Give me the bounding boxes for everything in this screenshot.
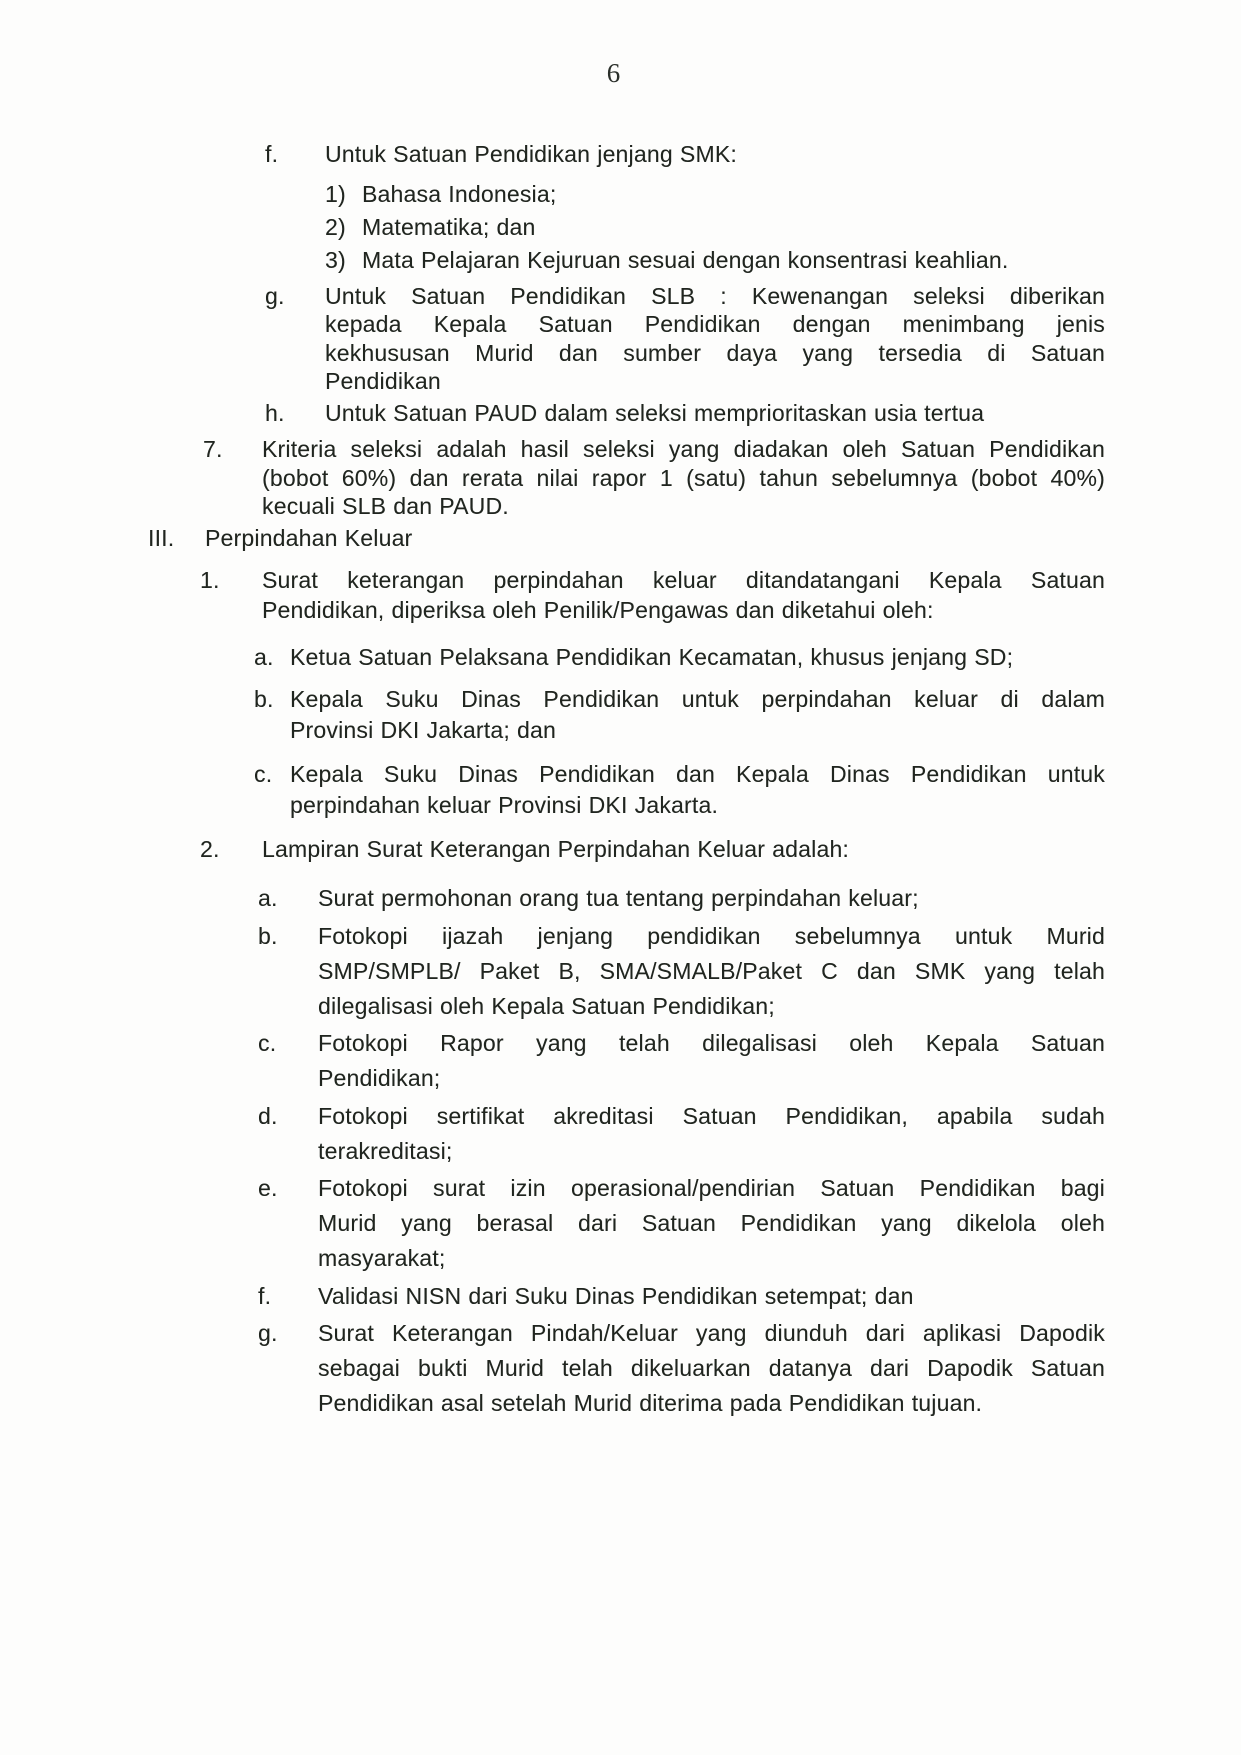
text-line: Untuk Satuan PAUD dalam seleksi memprioritaskan usia tertua <box>325 399 985 426</box>
list-item-marker: b. <box>254 685 274 712</box>
text-line: Perpindahan Keluar <box>205 524 413 551</box>
text-line: Matematika; dan <box>362 213 536 240</box>
list-item-text <box>325 282 1105 396</box>
text-line: Pendidikan; <box>318 1064 441 1091</box>
text-line: Untuk Satuan Pendidikan jenjang SMK: <box>325 141 737 167</box>
list-item <box>258 919 1241 1024</box>
list-item-text <box>290 642 1105 673</box>
list-item <box>203 435 1241 521</box>
list-item-marker: a. <box>258 884 278 911</box>
list-item <box>200 565 1241 625</box>
text-line: Pendidikan asal setelah Murid diterima pada Pendidikan tujuan. <box>318 1389 983 1416</box>
list-item-text <box>290 759 1105 821</box>
page-number: 6 <box>606 58 621 88</box>
text-line: kecuali SLB dan PAUD. <box>262 493 509 519</box>
list-item-text <box>318 919 1105 1024</box>
list-item <box>258 1279 1241 1314</box>
text-line: Provinsi DKI Jakarta; dan <box>290 716 557 743</box>
list-item <box>265 282 1241 396</box>
list-item-marker: 2. <box>200 835 220 862</box>
list-item-marker: b. <box>258 922 278 949</box>
list-item-marker: 2) <box>325 213 346 240</box>
list-item-marker: 1. <box>200 566 220 593</box>
text-line: Fotokopi surat izin operasional/pendirian Satuan Pendidikan bagi <box>318 1174 1105 1201</box>
list-item-marker: f. <box>265 141 279 167</box>
list-item-text <box>262 565 1105 625</box>
text-line: Validasi NISN dari Suku Dinas Pendidikan setempat; dan <box>318 1282 914 1309</box>
list-item-text <box>318 1026 1105 1096</box>
list-item-text <box>262 834 1105 864</box>
list-item <box>258 1171 1241 1276</box>
text-line: dilegalisasi oleh Kepala Satuan Pendidikan; <box>318 992 775 1019</box>
list-item-text <box>318 881 1105 916</box>
list-item-marker: a. <box>254 643 274 670</box>
list-item-text <box>318 1279 1105 1314</box>
text-line: Ketua Satuan Pelaksana Pendidikan Kecamatan, khusus jenjang SD; <box>290 643 1014 670</box>
text-line: Surat Keterangan Pindah/Keluar yang diunduh dari aplikasi Dapodik <box>318 1319 1105 1346</box>
text-line: Lampiran Surat Keterangan Perpindahan Keluar adalah: <box>262 835 850 862</box>
list-item-text <box>318 1316 1105 1421</box>
text-line: Surat permohonan orang tua tentang perpindahan keluar; <box>318 884 919 911</box>
list-item-text <box>325 140 1105 169</box>
list-item <box>258 1099 1241 1169</box>
text-line: Pendidikan, diperiksa oleh Penilik/Pengawas dan diketahui oleh: <box>262 596 934 623</box>
list-item <box>325 179 1241 209</box>
list-item-marker: f. <box>258 1282 272 1309</box>
text-line: SMP/SMPLB/ Paket B, SMA/SMALB/Paket C dan SMK yang telah <box>318 957 1105 984</box>
text-line: Murid yang berasal dari Satuan Pendidikan yang dikelola oleh <box>318 1209 1105 1236</box>
text-line: Mata Pelajaran Kejuruan sesuai dengan konsentrasi keahlian. <box>362 246 1009 273</box>
text-line: kekhususan Murid dan sumber daya yang tersedia di Satuan <box>325 339 1105 366</box>
list-item <box>254 642 1241 673</box>
text-line: terakreditasi; <box>318 1137 453 1164</box>
list-item <box>148 523 1241 553</box>
text-line: perpindahan keluar Provinsi DKI Jakarta. <box>290 791 719 818</box>
list-item-marker: 3) <box>325 246 346 273</box>
list-item-marker: d. <box>258 1102 278 1129</box>
list-item-text <box>318 1171 1105 1276</box>
text-line: Untuk Satuan Pendidikan SLB : Kewenangan seleksi diberikan <box>325 282 1105 309</box>
list-item <box>258 1026 1241 1096</box>
document-body <box>0 140 1241 1421</box>
list-item <box>265 140 1241 169</box>
list-item <box>265 399 1241 428</box>
list-item <box>258 881 1241 916</box>
list-item-marker: g. <box>265 282 285 309</box>
list-item <box>254 684 1241 746</box>
text-line: Fotokopi ijazah jenjang pendidikan sebelumnya untuk Murid <box>318 922 1105 949</box>
list-item-text <box>362 245 1105 275</box>
text-line: Kriteria seleksi adalah hasil seleksi yang diadakan oleh Satuan Pendidikan <box>262 436 1105 462</box>
list-item-marker: c. <box>258 1029 277 1056</box>
list-item <box>325 212 1241 242</box>
list-item-marker: III. <box>148 524 175 551</box>
text-line: masyarakat; <box>318 1244 446 1271</box>
list-item-text <box>262 435 1105 521</box>
list-item-marker: h. <box>265 399 285 426</box>
text-line: Kepala Suku Dinas Pendidikan untuk perpindahan keluar di dalam <box>290 685 1105 712</box>
list-item-text <box>205 523 1105 553</box>
text-line: kepada Kepala Satuan Pendidikan dengan menimbang jenis <box>325 311 1105 337</box>
list-item-marker: 7. <box>203 436 223 462</box>
list-item-marker: g. <box>258 1319 278 1346</box>
list-item-text <box>290 684 1105 746</box>
list-item-text <box>318 1099 1105 1169</box>
text-line: Fotokopi Rapor yang telah dilegalisasi oleh Kepala Satuan <box>318 1029 1105 1056</box>
list-item <box>200 834 1241 864</box>
text-line: (bobot 60%) dan rerata nilai rapor 1 (satu) tahun sebelumnya (bobot 40%) <box>262 464 1105 491</box>
list-item-text <box>325 399 1105 428</box>
list-item <box>325 245 1241 275</box>
list-item-text <box>362 212 1105 242</box>
text-line: Pendidikan <box>325 368 441 394</box>
text-line: Fotokopi sertifikat akreditasi Satuan Pendidikan, apabila sudah <box>318 1102 1105 1129</box>
list-item-marker: c. <box>254 760 273 787</box>
list-item-text <box>362 179 1105 209</box>
text-line: Surat keterangan perpindahan keluar ditandatangani Kepala Satuan <box>262 566 1105 593</box>
list-item <box>254 759 1241 821</box>
list-item-marker: 1) <box>325 180 346 207</box>
list-item-marker: e. <box>258 1174 278 1201</box>
list-item <box>258 1316 1241 1421</box>
text-line: Kepala Suku Dinas Pendidikan dan Kepala Dinas Pendidikan untuk <box>290 760 1105 787</box>
text-line: Bahasa Indonesia; <box>362 180 557 207</box>
text-line: sebagai bukti Murid telah dikeluarkan datanya dari Dapodik Satuan <box>318 1354 1105 1381</box>
